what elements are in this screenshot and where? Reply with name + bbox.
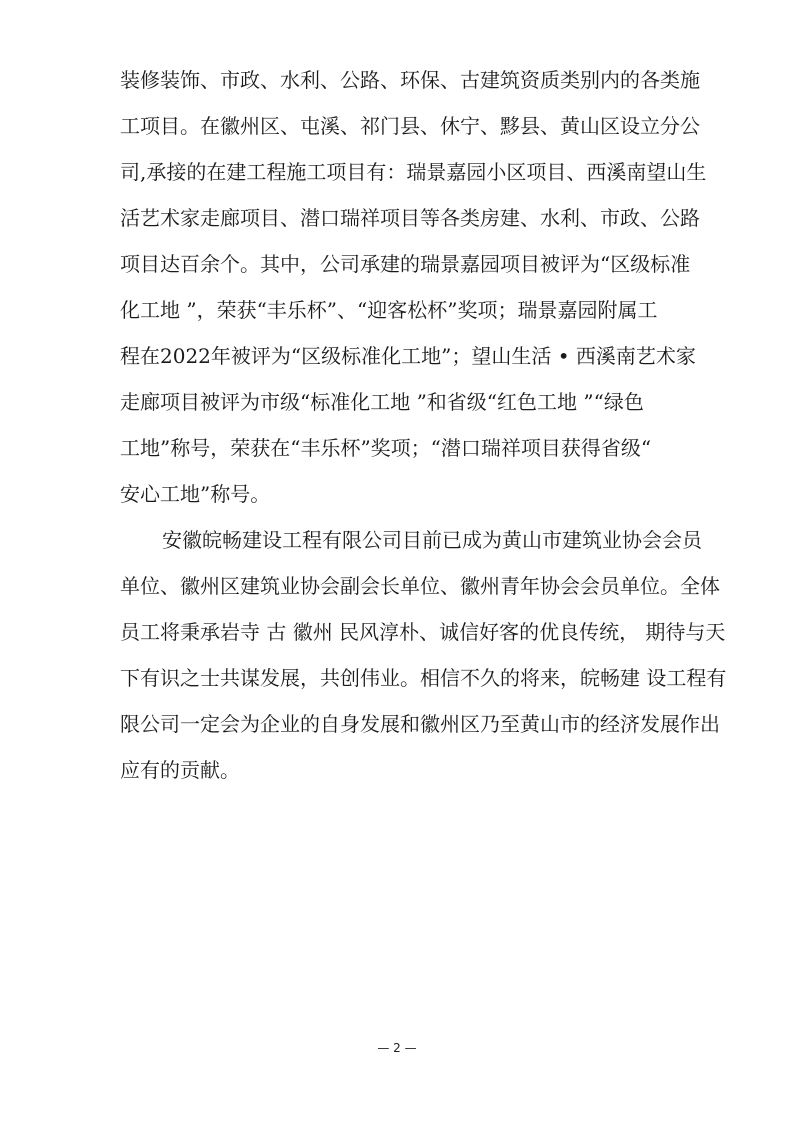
paragraph-line: 活艺术家走廊项目、潜口瑞祥项目等各类房建、水利、市政、公路 bbox=[120, 206, 700, 230]
paragraph-line: 化工地 ”，荣获“丰乐杯”、“迎客松杯”奖项；瑞景嘉园附属工 bbox=[120, 298, 658, 322]
paragraph-line: 安徽皖畅建设工程有限公司目前已成为黄山市建筑业协会会员 bbox=[162, 528, 702, 552]
paragraph-line: 程在2022年被评为“区级标准化工地”；望山生活 • 西溪南艺术家 bbox=[120, 344, 696, 368]
paragraph-line: 安心工地”称号。 bbox=[120, 482, 271, 506]
paragraph-line: 司,承接的在建工程施工项目有：瑞景嘉园小区项目、西溪南望山生 bbox=[120, 160, 707, 184]
paragraph-line: 工地”称号，荣获在“丰乐杯”奖项；“潜口瑞祥项目获得省级“ bbox=[120, 436, 652, 460]
paragraph-line: 限公司一定会为企业的自身发展和徽州区乃至黄山市的经济发展作出 bbox=[120, 712, 720, 736]
paragraph-line: 工项目。在徽州区、屯溪、祁门县、休宁、黟县、黄山区设立分公 bbox=[120, 114, 700, 138]
paragraph-line: 单位、徽州区建筑业协会副会长单位、徽州青年协会会员单位。全体 bbox=[120, 574, 720, 598]
page-number: — 2 — bbox=[377, 1041, 417, 1055]
paragraph-line: 员工将秉承岩寺 古 徽州 民风淳朴、诚信好客的优良传统， 期待与天 bbox=[120, 620, 726, 644]
paragraph-line: 走廊项目被评为市级“标准化工地 ”和省级“红色工地 ”“绿色 bbox=[120, 390, 644, 414]
paragraph-line: 下有识之士共谋发展，共创伟业。相信不久的将来，皖畅建 设工程有 bbox=[120, 666, 727, 690]
paragraph-line: 应有的贡献。 bbox=[120, 758, 240, 782]
paragraph-line: 项目达百余个。其中，公司承建的瑞景嘉园项目被评为“区级标准 bbox=[120, 252, 691, 276]
paragraph-line: 装修装饰、市政、水利、公路、环保、古建筑资质类别内的各类施 bbox=[120, 68, 700, 92]
